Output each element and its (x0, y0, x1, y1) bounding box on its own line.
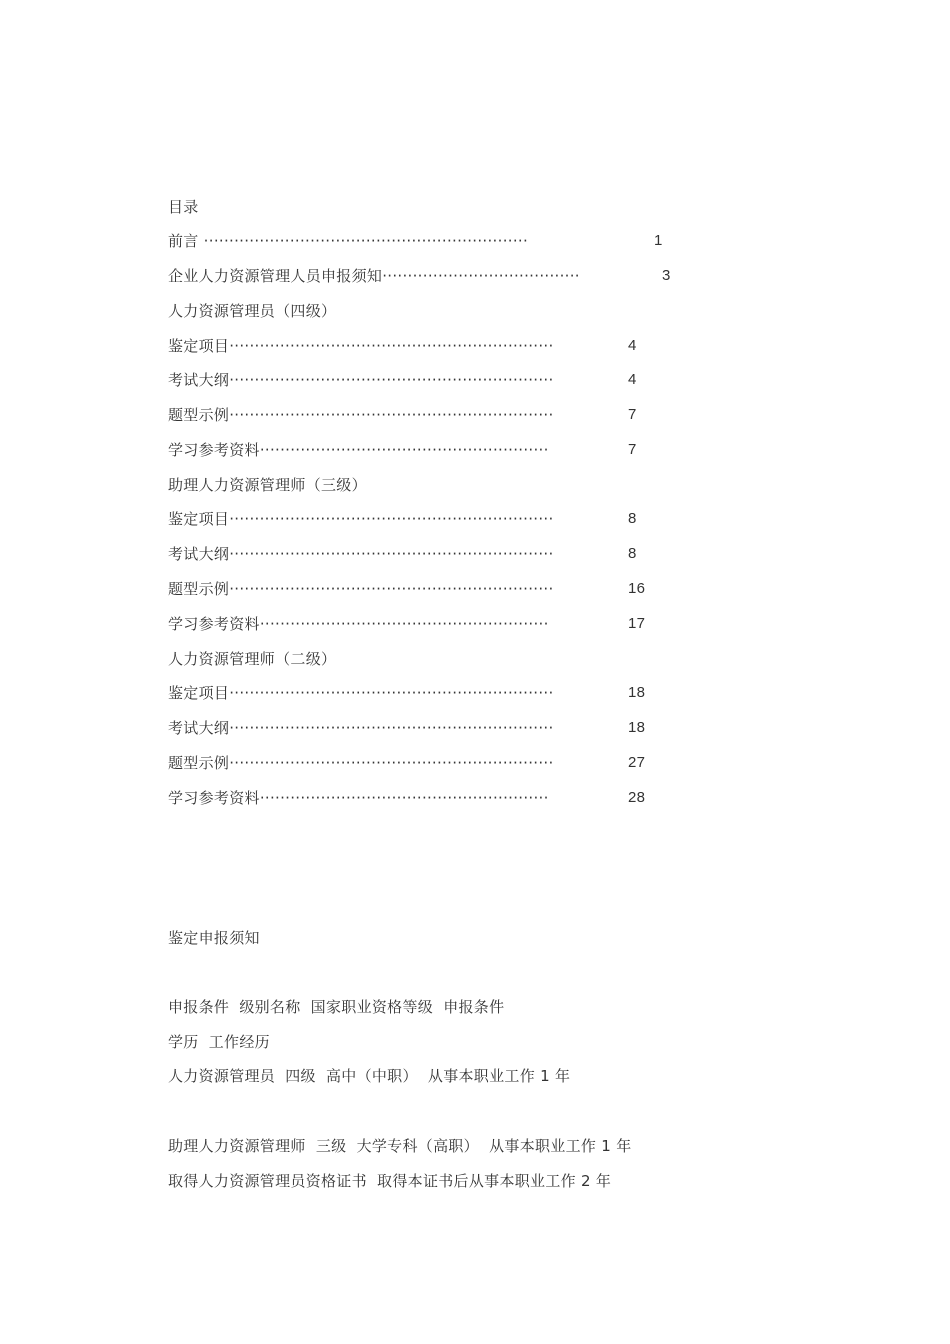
toc-entry-label: 鉴定项目 (168, 510, 230, 528)
toc-entry-label: 考试大纲 (168, 371, 230, 389)
toc-entry-page: 8 (628, 510, 637, 527)
notice-line: 人力资源管理员 四级 高中（中职） 从事本职业工作 1 年 (168, 1067, 571, 1085)
toc-entry (168, 753, 646, 773)
toc-entry (168, 683, 646, 703)
toc-entry-label: 鉴定项目 (168, 684, 230, 702)
toc-entry-label: 学习参考资料 (168, 441, 260, 459)
toc-entry (168, 718, 646, 738)
toc-entry-label: 学习参考资料 (168, 789, 260, 807)
toc-entry-leader: ································································ (229, 406, 554, 424)
toc-entry (168, 614, 646, 634)
toc-entry-page: 7 (628, 441, 637, 458)
toc-entry (168, 336, 637, 356)
notice-line: 助理人力资源管理师 三级 大学专科（高职） 从事本职业工作 1 年 (168, 1137, 632, 1155)
toc-entry (168, 788, 646, 808)
toc-entry-label: 学习参考资料 (168, 615, 260, 633)
toc-entry-page: 4 (628, 371, 637, 388)
toc-entry-leader: ································································ (229, 545, 554, 563)
toc-entry-label: 考试大纲 (168, 719, 230, 737)
toc-entry-page: 16 (628, 580, 646, 597)
toc-entry-page: 4 (628, 337, 637, 354)
toc-section-heading: 人力资源管理师（二级） (168, 650, 337, 668)
toc-title: 目录 (168, 198, 199, 216)
toc-entry-leader: ································································ (229, 754, 554, 772)
toc-entry-label: 题型示例 (168, 406, 230, 424)
toc-entry-label: 前言 (168, 232, 199, 250)
toc-entry (168, 579, 646, 599)
notice-title: 鉴定申报须知 (168, 929, 260, 947)
toc-entry-leader: ································································ (229, 371, 554, 389)
notice-line: 申报条件 级别名称 国家职业资格等级 申报条件 (168, 998, 505, 1016)
toc-entry-page: 27 (628, 754, 646, 771)
toc-entry-label: 题型示例 (168, 580, 230, 598)
toc-entry (168, 231, 663, 251)
toc-entry (168, 405, 637, 425)
toc-entry-page: 1 (654, 232, 663, 249)
toc-entry-page: 28 (628, 789, 646, 806)
toc-entry-leader: ························································· (259, 789, 549, 807)
notice-line: 取得人力资源管理员资格证书 取得本证书后从事本职业工作 2 年 (168, 1172, 612, 1190)
toc-entry-leader: ································································ (229, 580, 554, 598)
toc-entry-leader: ································································ (229, 337, 554, 355)
toc-entry-page: 8 (628, 545, 637, 562)
toc-entry-label: 考试大纲 (168, 545, 230, 563)
toc-entry-page: 3 (662, 267, 671, 284)
toc-entry-leader: ······································· (382, 267, 580, 285)
toc-entry (168, 440, 637, 460)
toc-entry-leader: ························································· (259, 615, 549, 633)
toc-entry-leader: ································································ (229, 719, 554, 737)
toc-entry (168, 544, 637, 564)
toc-entry-label: 企业人力资源管理人员申报须知 (168, 267, 383, 285)
toc-section-heading: 人力资源管理员（四级） (168, 302, 337, 320)
toc-entry (168, 509, 637, 529)
toc-entry-label: 鉴定项目 (168, 337, 230, 355)
toc-entry-page: 7 (628, 406, 637, 423)
toc-entry-leader: ························································· (259, 441, 549, 459)
toc-entry-page: 17 (628, 615, 646, 632)
toc-entry (168, 370, 637, 390)
notice-line: 学历 工作经历 (168, 1033, 270, 1051)
toc-entry-leader: ································································ (198, 232, 529, 250)
toc-entry-page: 18 (628, 684, 646, 701)
toc-entry-label: 题型示例 (168, 754, 230, 772)
toc-entry-leader: ································································ (229, 684, 554, 702)
toc-section-heading: 助理人力资源管理师（三级） (168, 476, 367, 494)
toc-entry (168, 266, 671, 286)
toc-entry-leader: ································································ (229, 510, 554, 528)
toc-entry-page: 18 (628, 719, 646, 736)
